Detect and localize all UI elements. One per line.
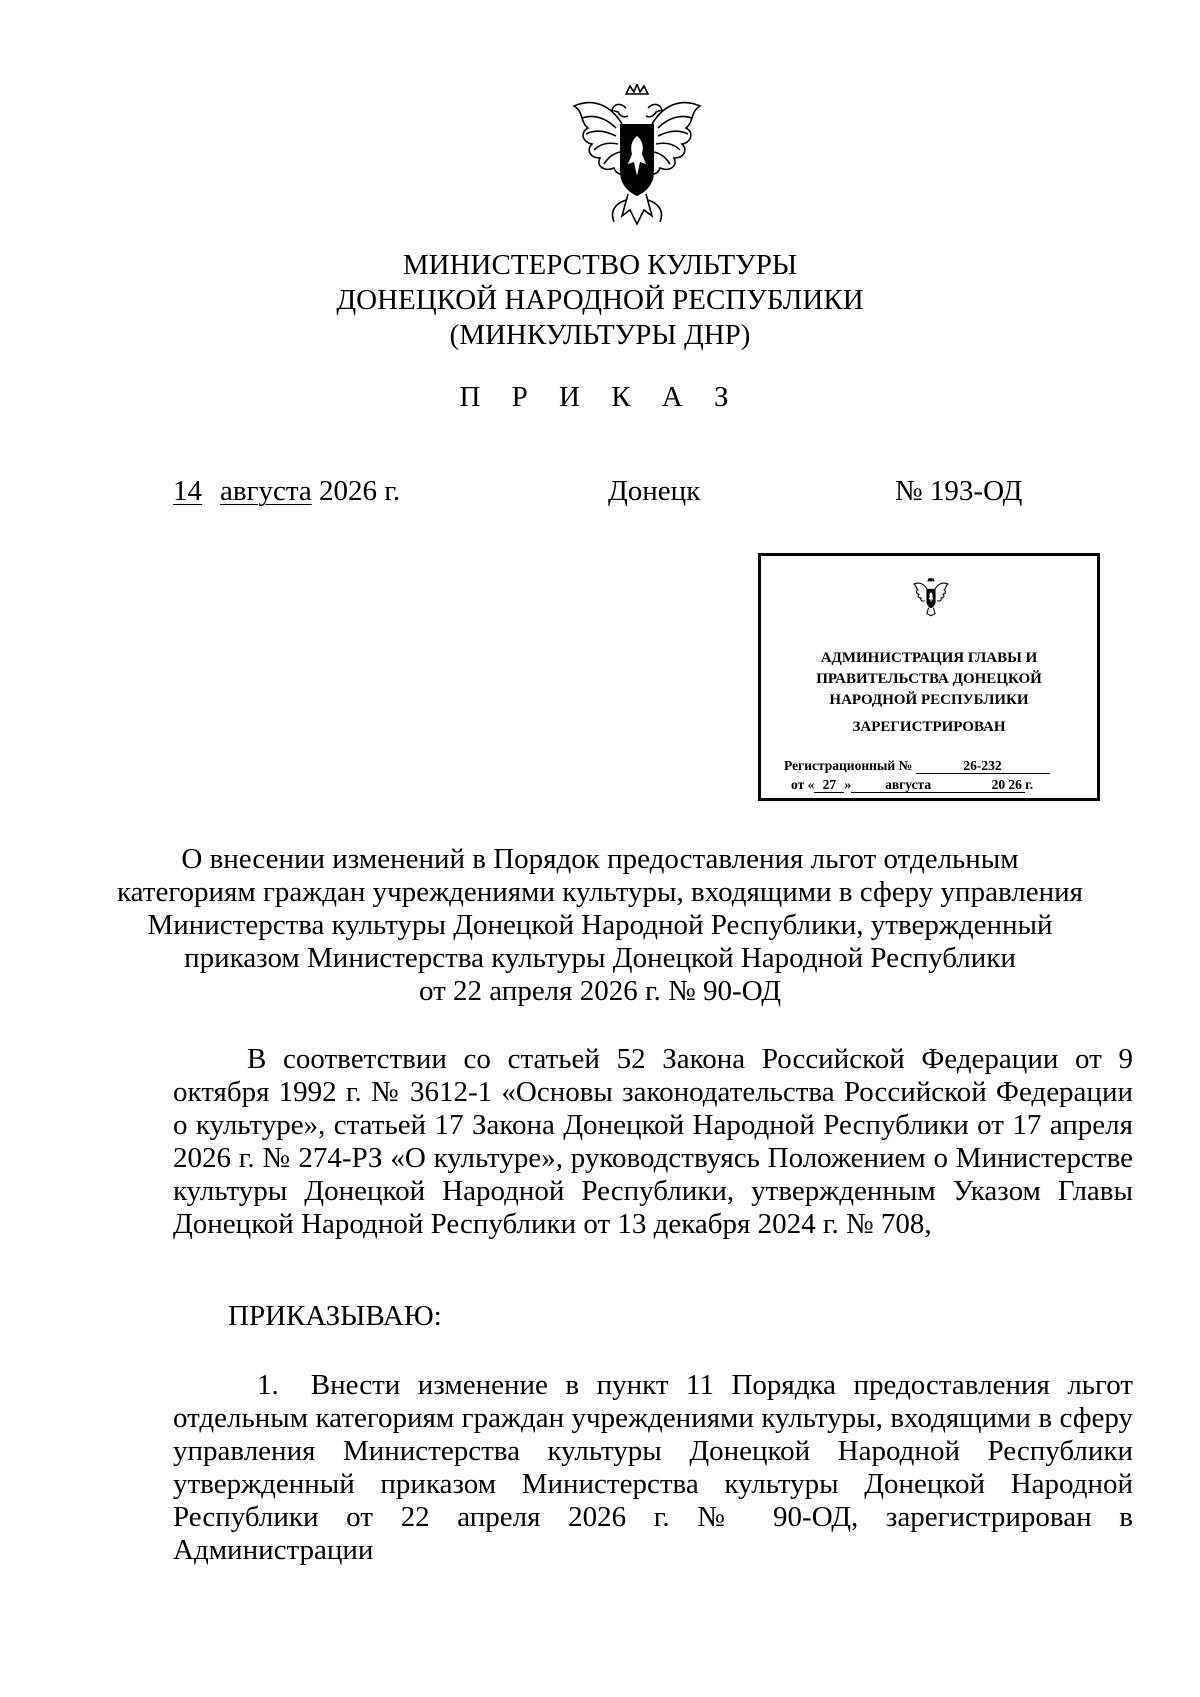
order-year: 2026 г. [318, 475, 401, 507]
registration-year-suffix: 26 [1005, 777, 1025, 793]
registration-status: ЗАРЕГИСТРИРОВАН [852, 719, 1006, 735]
order-preamble [173, 1043, 1133, 1241]
order-city: Донецк [608, 475, 701, 507]
ministry-header [0, 248, 1200, 353]
registration-authority-line2: ПРАВИТЕЛЬСТВА ДОНЕЦКОЙ [816, 671, 1042, 687]
registration-date-line [791, 777, 1033, 793]
item-1-number: 1. [257, 1369, 279, 1401]
order-day: 14 [173, 475, 202, 507]
order-date [173, 473, 400, 509]
order-item-1 [173, 1369, 1133, 1567]
dpr-coat-of-arms-icon [913, 578, 949, 618]
subject-line4: приказом Министерства культуры Донецкой Народной Республики [184, 942, 1016, 974]
registration-number-line [784, 758, 1050, 774]
registration-authority-line3: НАРОДНОЙ РЕСПУБЛИКИ [829, 692, 1029, 708]
order-number: № 193-ОД [895, 475, 1023, 507]
registration-from-label: от « [791, 777, 815, 792]
registration-number-label: Регистрационный № [784, 758, 913, 773]
dpr-coat-of-arms-icon [570, 84, 704, 232]
document-type-title: П Р И К А З [459, 381, 741, 413]
registration-year-prefix: 20 [965, 777, 1005, 793]
registration-day: 27 [814, 777, 844, 793]
subject-line2: категориям граждан учреждениями культуры, входящими в сферу управления [117, 876, 1083, 908]
registration-year-unit: г. [1025, 777, 1034, 792]
order-subject [100, 843, 1100, 1008]
subject-line1: О внесении изменений в Порядок предоставления льгот отдельным [181, 843, 1019, 875]
registration-authority [761, 648, 1097, 711]
subject-line3: Министерства культуры Донецкой Народной Республики, утвержденный [147, 909, 1053, 941]
item-1-text: Внести изменение в пункт 11 Порядка предоставления льгот отдельным категориям граждан учреждениями культуры, входящими в сферу управления Министерства культуры Донецкой Народной Республики утвержденный приказом Министерства культуры Донецкой Народной Республики от 22 апреля 2026 г. № 90-ОД, зарегистрирован в Администрации [173, 1369, 1133, 1566]
registration-stamp [758, 553, 1100, 801]
registration-day-close: » [844, 777, 852, 792]
registration-authority-line1: АДМИНИСТРАЦИЯ ГЛАВЫ И [820, 650, 1038, 666]
ministry-short-name: (МИНКУЛЬТУРЫ ДНР) [449, 319, 751, 351]
item-1-paragraph [173, 1369, 1133, 1567]
ministry-name-line1: МИНИСТЕРСТВО КУЛЬТУРЫ [402, 249, 798, 281]
subject-line5: от 22 апреля 2026 г. № 90-ОД [419, 975, 781, 1007]
order-month: августа [220, 475, 312, 507]
preamble-paragraph: В соответствии со статьей 52 Закона Российской Федерации от 9 октября 1992 г. № 3612-1 «Основы законодательства Российской Федерации о культуре», статьей 17 Закона Донецкой Народной Республики от 17 апреля 2026 г. № 274-РЗ «О культуре», руководствуясь Положением о Министерстве культуры Донецкой Народной Республики, утвержденным Указом Главы Донецкой Народной Республики от 13 декабря 2024 г. № 708, [173, 1043, 1133, 1240]
registration-month: августа [851, 777, 965, 793]
registration-number: 26-232 [916, 758, 1050, 774]
ministry-name-line2: ДОНЕЦКОЙ НАРОДНОЙ РЕСПУБЛИКИ [336, 284, 864, 316]
order-directive: ПРИКАЗЫВАЮ: [228, 1300, 442, 1332]
